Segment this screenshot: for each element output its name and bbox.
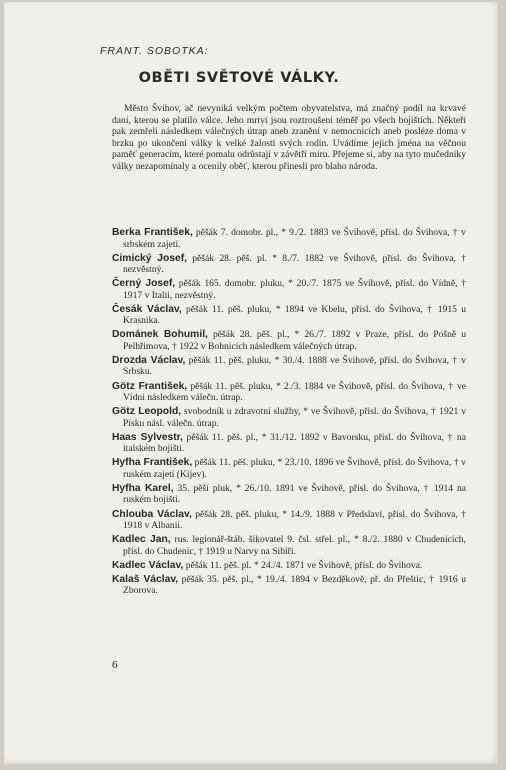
entry-details: pěšák 11. pěš. pluku, * 1894 ve Kbelu, přísl. do Švihova, † 1915 u Krasnika. [123,303,466,327]
entry-name: Kadlec Václav, [112,559,184,571]
list-item [112,560,466,572]
book-page [4,2,498,764]
list-item [112,381,466,404]
list-item [112,483,466,506]
entry-name: Götz František, [112,380,188,392]
list-item [112,227,466,250]
entry-name: Černý Josef, [112,278,176,290]
entry-name: Chlouba Václav, [112,508,192,520]
entry-name: Hyfha Karel, [112,482,174,494]
entry-name: Kalaš Václav, [112,573,179,585]
entry-details: pěšák 7. domobr. pl., * 9./2. 1883 ve Švihově, přísl. do Švihova, † v srbském zajetí. [123,227,466,250]
entry-name: Drozda Václav, [112,354,186,366]
entry-name: Berka František, [112,227,193,238]
entry-name: Haas Sylvestr, [112,431,183,443]
entry-details: pěšák 28. pěš. pl., * 26./7. 1892 v Praze, přísl. do Pošně u Pelhřimova, † 1922 v Bohnicích následkem válečných útrap. [123,329,466,352]
intro-paragraph: Město Švihov, ač nevyniká velkým počtem obyvatelstva, má značný podíl na krvavé dani, kterou se platilo válce. Jeho mrtví jsou roztroušeni téměř po všech bojištích. Někteří pak zemřeli následkem válečných útrap aneb zranění v nemocnicích aneb posléze doma v brzku po ukončení války k velké žalosti svých rodin. Uvádíme jejich jména na věčnou paměť generacím, které pomalu odrůstají v závětří míru. Přejeme si, aby na tyto mučedníky války nezapomínaly a ocenily oběť, kterou přinesli pro blaho národa. [112,103,466,172]
entry-name: Kadlec Jan, [112,534,171,546]
list-item [112,574,466,597]
list-item [112,304,466,327]
list-item [112,534,466,557]
author-name: FRANT. SOBOTKA: [100,45,209,57]
entry-details: pěšák 28. pěš. pluku, * 14./9. 1888 v Předslavi, přísl. do Švihova, † 1918 v Albanii. [123,508,466,532]
list-item [112,253,466,276]
page-number: 6 [112,659,118,671]
entry-name: Cimický Josef, [112,252,187,264]
page-title: OBĚTI SVĚTOVÉ VÁLKY. [138,70,340,86]
list-item [112,432,466,455]
entry-details: pěšák 11. pěš. pl., * 31./12. 1892 v Bavorsku, přísl. do Švihova, † na italském bojišti. [123,431,466,455]
entry-details: pěšák 165. domobr. pluku, * 20./7. 1875 ve Švihově, přísl. do Vídně, † 1917 v Italii, nezvěstný. [123,278,466,301]
entry-details: 35. pěší pluk, * 26./10. 1891 ve Švihově, přísl. do Švihova, † 1914 na ruském bojišti. [123,482,466,506]
list-item [112,509,466,532]
entry-details: pěšák 11. pěš. pluku, * 23./10. 1896 ve Švihově, přísl. do Švihova, † v ruském zajetí (Kijev). [123,457,466,480]
entry-details: pěšák 28. pěš. pl. * 8./7. 1882 ve Švihově, přísl. do Švihova, † nezvěstný. [123,252,466,276]
entry-name: Dománek Bohumil, [112,329,208,341]
entry-details: pěšák 11. pěš. pluku, * 2./3. 1884 ve Švihově, přísl. do Švihova, † ve Vídni následkem válečn. útrap. [123,380,466,404]
list-item [112,329,466,352]
list-item [112,457,466,480]
entry-name: Hyfha František, [112,457,193,469]
entry-details: rus. legionář-štáb. šikovatel 9. čsl. střel. pl., * 8./2. 1880 v Chudenicích, přísl. do Chudenic, † 1919 u Narvy na Sibiři. [123,534,466,557]
list-item [112,355,466,378]
entry-name: Götz Leopold, [112,406,182,418]
entry-details: pěšák 11. pěš. pl. * 24./4. 1871 ve Švihově, přísl. do Švihova. [183,559,423,571]
list-item [112,278,466,301]
entry-name: Česák Václav, [112,303,182,315]
entry-details: pěšák 35. pěš. pl., * 19./4. 1894 v Bezděkově, př. do Přeštic, † 1916 u Zborova. [123,573,466,597]
casualty-list [112,227,466,599]
entry-details: svobodník u zdravotní služby, * ve Švihově, přísl. do Švihova, † 1921 v Písku násl. válečn. útrap. [123,406,466,429]
entry-details: pěšák 11. pěš. pluku, * 30./4. 1888 ve Švihově, přísl. do Švihova, † v Srbsku. [123,354,466,378]
list-item [112,406,466,429]
